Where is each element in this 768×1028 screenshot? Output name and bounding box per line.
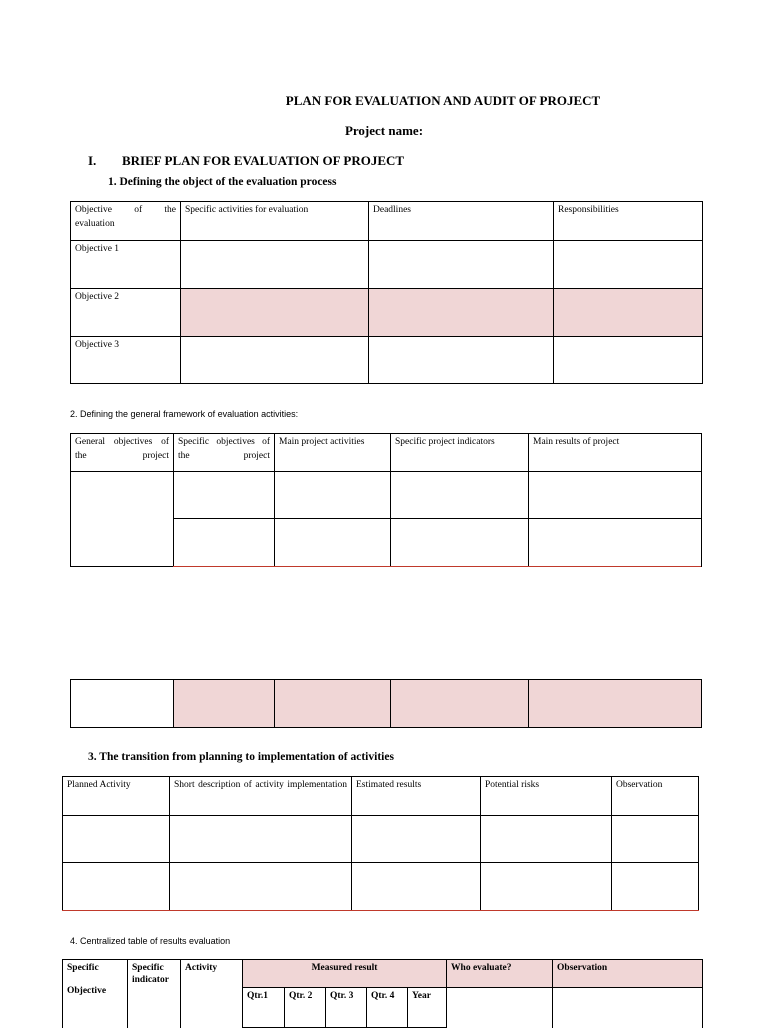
header-qtr2: Qtr. 2 <box>285 988 326 1028</box>
subsection-4-heading: 4. Centralized table of results evaluation <box>70 936 231 946</box>
table-cell[interactable] <box>391 680 529 728</box>
header-short-description: Short description of activity implementation <box>170 777 352 816</box>
table-cell[interactable] <box>612 863 699 911</box>
row-label: Objective 3 <box>71 337 181 384</box>
table-cell[interactable] <box>391 472 529 519</box>
header-specific-objectives: Specific objectives of the project <box>174 434 275 472</box>
table-cell[interactable] <box>352 863 481 911</box>
table-cell[interactable] <box>554 241 703 289</box>
header-planned-activity: Planned Activity <box>63 777 170 816</box>
table-cell[interactable] <box>481 816 612 863</box>
table-cell[interactable] <box>71 472 174 567</box>
header-potential-risks: Potential risks <box>481 777 612 816</box>
table-cell[interactable] <box>352 816 481 863</box>
header-objective: Objective of the evaluation <box>71 202 181 241</box>
table-cell[interactable] <box>181 241 369 289</box>
header-activity: Activity <box>181 960 243 1028</box>
section-title: BRIEF PLAN FOR EVALUATION OF PROJECT <box>122 153 405 168</box>
header-observation: Observation <box>612 777 699 816</box>
table-cell[interactable] <box>369 337 554 384</box>
header-estimated-results: Estimated results <box>352 777 481 816</box>
table-cell[interactable] <box>275 472 391 519</box>
row-divider <box>173 566 701 567</box>
table-cell[interactable] <box>275 680 391 728</box>
project-name-label: Project name: <box>344 123 424 138</box>
header-specific-line: Specific <box>67 963 99 973</box>
table-cell[interactable] <box>553 988 703 1028</box>
header-indicators: Specific project indicators <box>391 434 529 472</box>
header-qtr3: Qtr. 3 <box>326 988 367 1028</box>
header-specific-objective <box>63 960 128 1028</box>
header-main-activities: Main project activities <box>275 434 391 472</box>
table-cell[interactable] <box>369 241 554 289</box>
table-cell[interactable] <box>554 289 703 337</box>
table-cell[interactable] <box>174 472 275 519</box>
header-objective-line: Objective <box>67 985 107 996</box>
header-year: Year <box>408 988 447 1028</box>
table-cell[interactable] <box>174 680 275 728</box>
header-qtr4: Qtr. 4 <box>367 988 408 1028</box>
table-cell[interactable] <box>63 816 170 863</box>
table-cell[interactable] <box>170 863 352 911</box>
framework-table-continuation <box>70 679 702 728</box>
subsection-3-heading: 3. The transition from planning to implementation of activities <box>88 751 394 763</box>
table-cell[interactable] <box>174 519 275 567</box>
table-cell[interactable] <box>181 337 369 384</box>
table-cell[interactable] <box>529 680 702 728</box>
table-cell[interactable] <box>170 816 352 863</box>
section-heading <box>88 153 404 169</box>
table-cell[interactable] <box>181 289 369 337</box>
header-observation: Observation <box>553 960 703 988</box>
table-cell[interactable] <box>391 519 529 567</box>
table-cell[interactable] <box>612 816 699 863</box>
header-general-objectives: General objectives of the project <box>71 434 174 472</box>
table-cell[interactable] <box>481 863 612 911</box>
row-label: Objective 1 <box>71 241 181 289</box>
section-numeral: I. <box>88 153 97 168</box>
table-cell[interactable] <box>529 472 702 519</box>
header-specific-indicator: Specific indicator <box>128 960 181 1028</box>
table-cell[interactable] <box>447 988 553 1028</box>
table-cell[interactable] <box>71 680 174 728</box>
objectives-table <box>70 201 703 384</box>
row-label: Objective 2 <box>71 289 181 337</box>
results-evaluation-table <box>62 959 703 1028</box>
subsection-2-heading: 2. Defining the general framework of evaluation activities: <box>70 409 299 419</box>
header-measured-result: Measured result <box>243 960 447 988</box>
transition-table <box>62 776 699 911</box>
table-cell[interactable] <box>369 289 554 337</box>
subsection-1-heading: 1. Defining the object of the evaluation process <box>108 176 337 188</box>
table-cell[interactable] <box>63 863 170 911</box>
header-activities: Specific activities for evaluation <box>181 202 369 241</box>
header-qtr1: Qtr.1 <box>243 988 285 1028</box>
header-main-results: Main results of project <box>529 434 702 472</box>
framework-table <box>70 433 702 567</box>
header-responsibilities: Responsibilities <box>554 202 703 241</box>
table-cell[interactable] <box>554 337 703 384</box>
header-who-evaluate: Who evaluate? <box>447 960 553 988</box>
header-deadlines: Deadlines <box>369 202 554 241</box>
table-cell[interactable] <box>529 519 702 567</box>
document-title: PLAN FOR EVALUATION AND AUDIT OF PROJECT <box>285 93 601 108</box>
table-cell[interactable] <box>275 519 391 567</box>
